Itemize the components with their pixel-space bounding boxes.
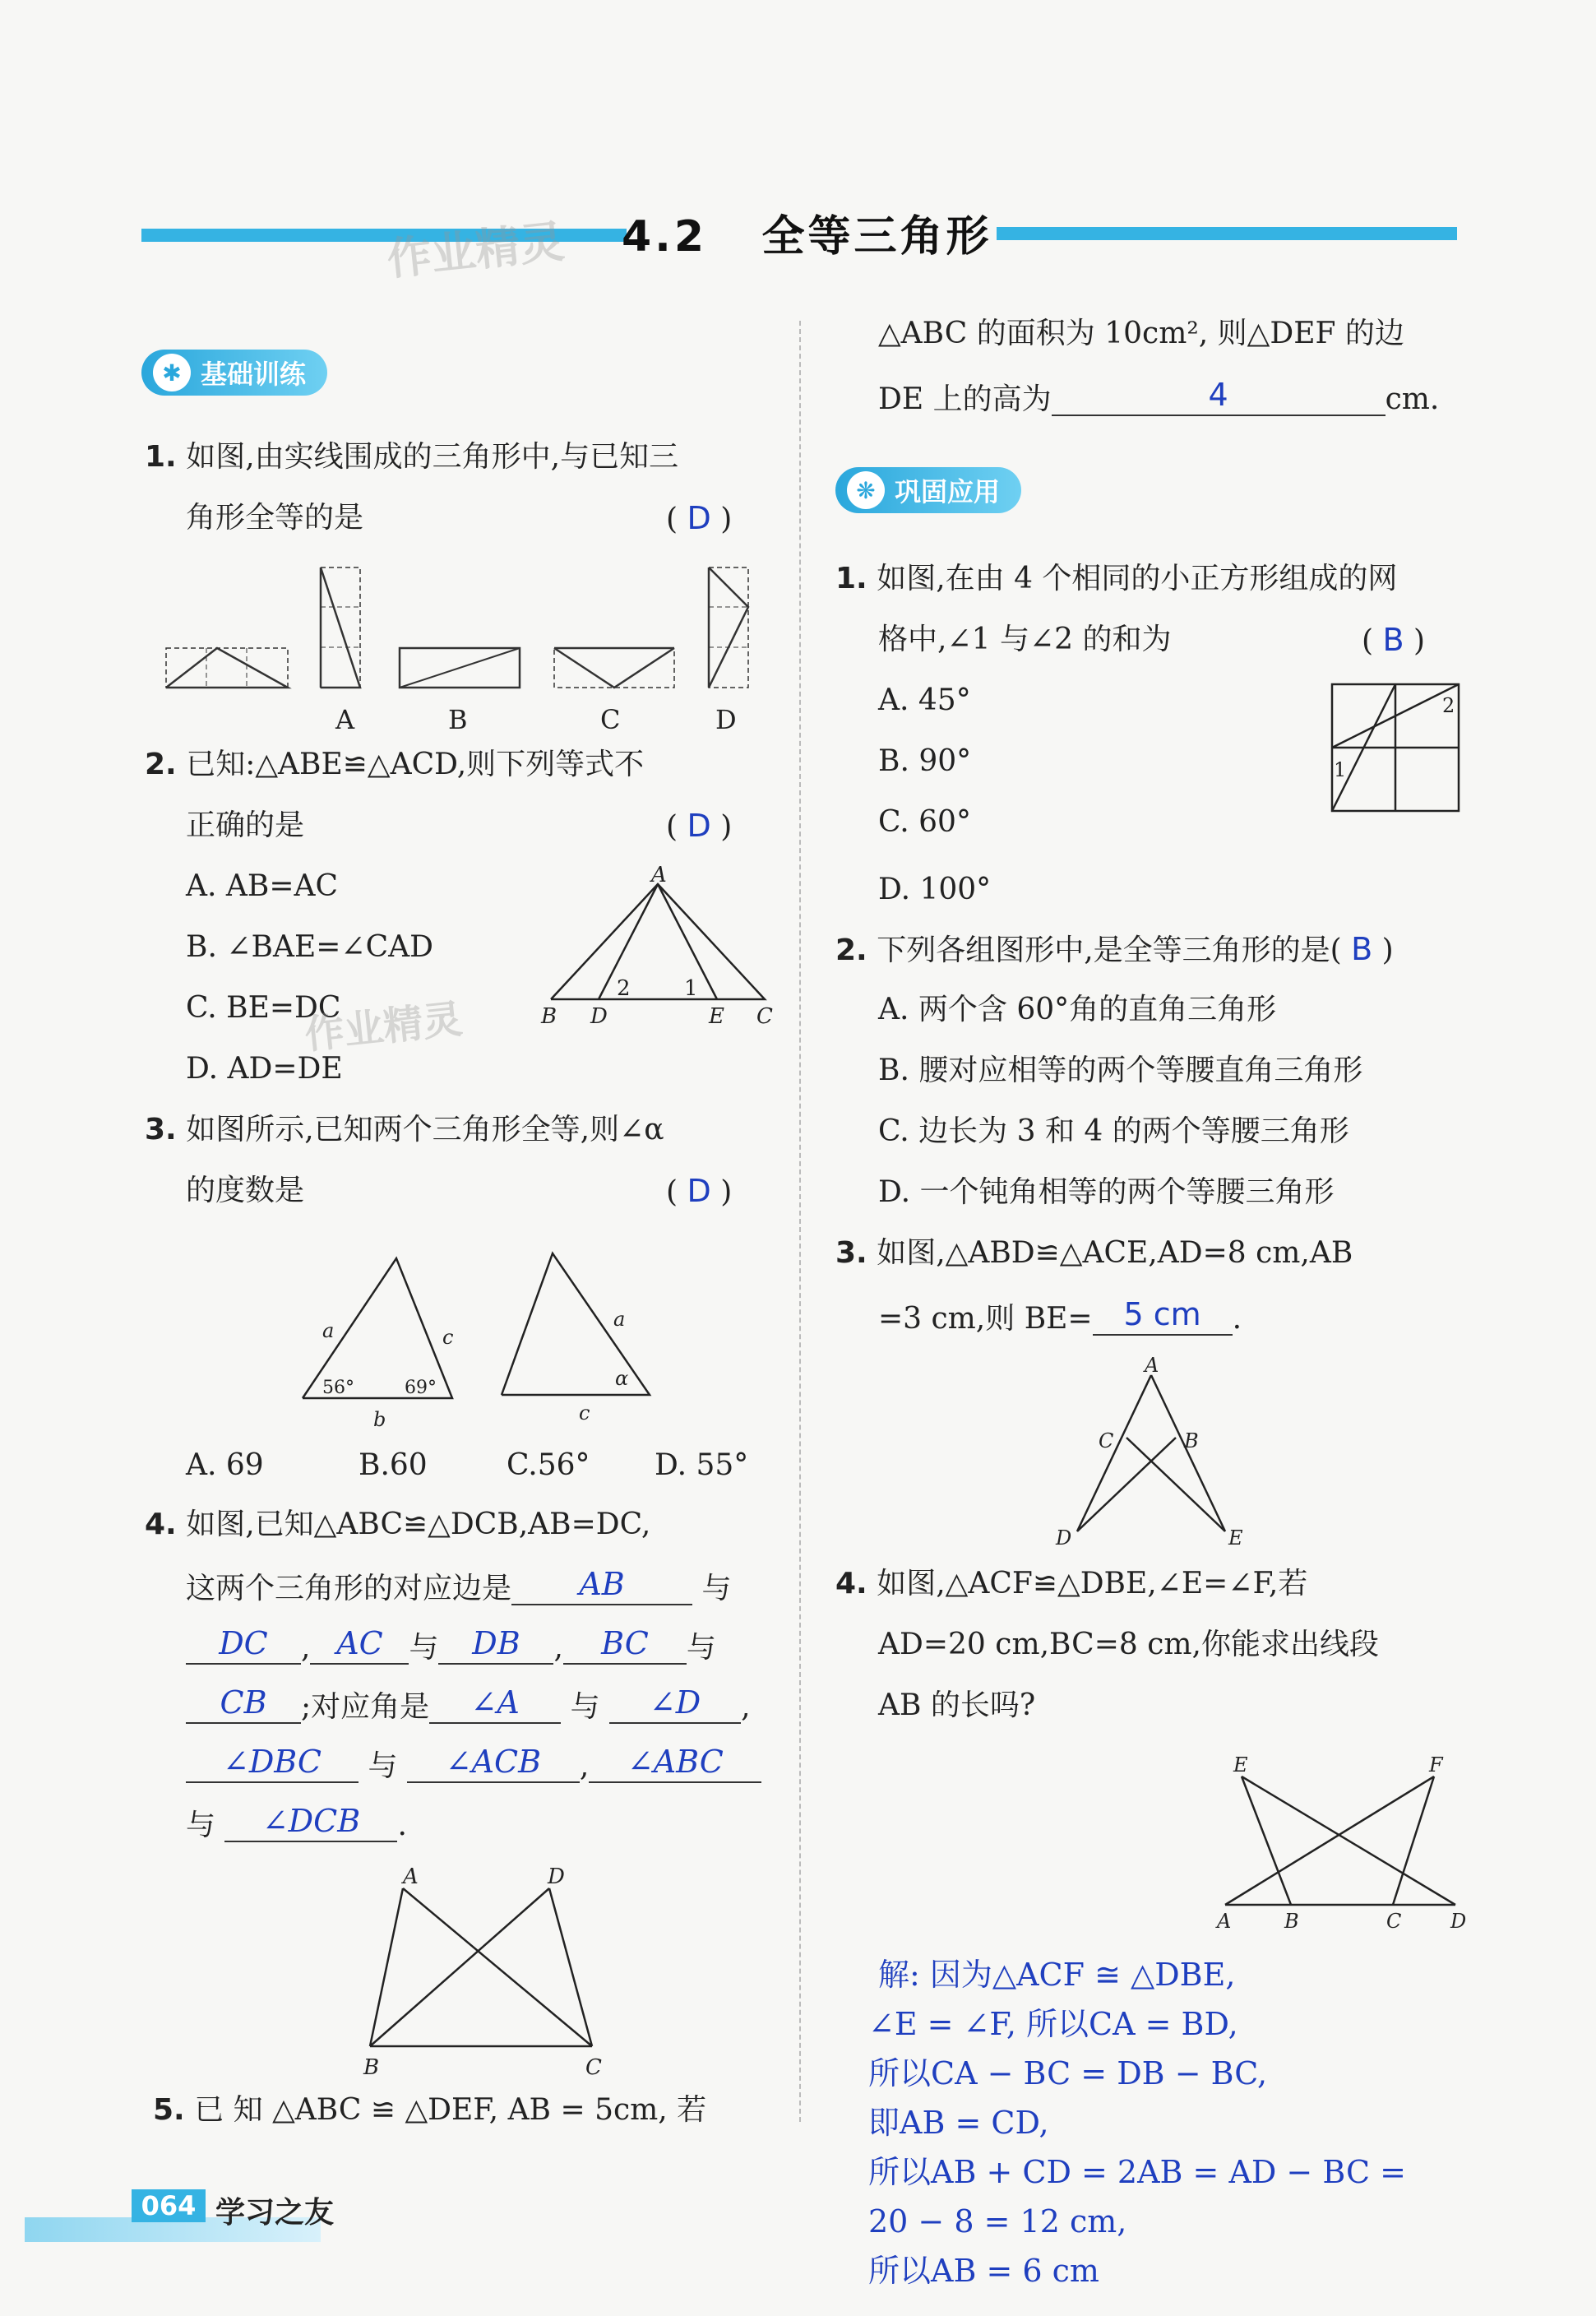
r-q1-text-2: 格中,∠1 与∠2 的和为: [878, 623, 1172, 656]
svg-text:c: c: [579, 1401, 590, 1424]
q4-line-6: 与 ∠DCB .: [186, 1803, 407, 1842]
svg-text:B: B: [363, 2055, 380, 2080]
q1-label-d: D: [715, 704, 737, 735]
svg-text:D: D: [1056, 1526, 1072, 1549]
q2-text: 2. 已知:△ABE≌△ACD,则下列等式不: [145, 748, 645, 781]
r-q1-text: 1. 如图,在由 4 个相同的小正方形组成的网: [835, 562, 1398, 595]
r-q1-option-c: C. 60°: [878, 805, 971, 839]
page-number: 064: [132, 2189, 206, 2222]
watermark-2: 作业精灵: [303, 996, 465, 1058]
svg-text:D: D: [590, 1004, 608, 1028]
solution-line-1: 解: 因为△ACF ≅ △DBE,: [878, 1957, 1236, 1993]
q3-answer-bracket: ( D ): [666, 1173, 733, 1209]
r-q1-grid-figure: [1324, 679, 1464, 819]
svg-text:69°: 69°: [405, 1378, 437, 1398]
svg-text:B: B: [1184, 1429, 1199, 1452]
r-q1-answer-bracket: ( B ): [1362, 622, 1426, 658]
r-q4-text-2: AD=20 cm,BC=8 cm,你能求出线段: [878, 1628, 1379, 1661]
pattern-icon: ❋: [847, 471, 885, 509]
q4-line-3: DC , AC 与 DB , BC 与: [186, 1627, 716, 1665]
q3-text-2: 的度数是: [186, 1174, 305, 1207]
r-q2-text: 2. 下列各组图形中,是全等三角形的是( B ): [835, 931, 1394, 967]
q2-answer-bracket: ( D ): [666, 808, 733, 844]
q1-label-c: C: [600, 704, 621, 735]
svg-text:E: E: [709, 1004, 724, 1028]
r-q1-option-d: D. 100°: [878, 873, 992, 906]
svg-text:1: 1: [684, 976, 698, 1001]
q4-line-2: 这两个三角形的对应边是 AB 与: [186, 1566, 732, 1605]
r-q4-text: 4. 如图,△ACF≌△DBE,∠E=∠F,若: [835, 1567, 1308, 1600]
r-q3-figure: [1044, 1354, 1258, 1551]
svg-text:2: 2: [1442, 694, 1455, 717]
q3-text: 3. 如图所示,已知两个三角形全等,则∠α: [145, 1113, 664, 1146]
q1-answer-bracket: ( D ): [666, 500, 733, 536]
svg-text:B: B: [1284, 1910, 1299, 1933]
r-q2-option-d: D. 一个钝角相等的两个等腰三角形: [878, 1175, 1335, 1209]
svg-text:C: C: [1386, 1910, 1402, 1933]
solution-line-3: 所以CA − BC = DB − BC,: [868, 2055, 1268, 2091]
r-q1-option-b: B. 90°: [878, 744, 972, 778]
consolidate-badge: ❋ 巩固应用: [835, 467, 1021, 513]
q4-line-4: CB ;对应角是 ∠A 与 ∠D ,: [186, 1686, 751, 1724]
svg-text:D: D: [1450, 1910, 1467, 1933]
q2-option-d: D. AD=DE: [186, 1052, 343, 1086]
column-divider: [799, 321, 801, 2122]
q1-label-a: A: [335, 704, 355, 735]
svg-text:A: A: [1145, 1354, 1159, 1377]
svg-text:2: 2: [617, 976, 631, 1001]
r-q2-option-c: C. 边长为 3 和 4 的两个等腰三角形: [878, 1114, 1349, 1148]
star-icon: ✱: [153, 354, 191, 391]
r-q2-option-b: B. 腰对应相等的两个等腰直角三角形: [878, 1054, 1363, 1087]
svg-text:a: a: [613, 1308, 626, 1331]
svg-text:1: 1: [1334, 758, 1347, 781]
r-q4-figure: [1209, 1744, 1472, 1933]
svg-text:56°: 56°: [322, 1378, 354, 1398]
svg-text:A: A: [1217, 1910, 1232, 1933]
section-title: 4.2 全等三角形: [622, 212, 992, 262]
r-q3-text: 3. 如图,△ABD≌△ACE,AD=8 cm,AB: [835, 1236, 1353, 1270]
q3-options: A. 69 B.60 C.56° D. 55°: [186, 1448, 749, 1482]
q1-label-b: B: [448, 704, 468, 735]
q4-text: 4. 如图,已知△ABC≌△DCB,AB=DC,: [145, 1508, 651, 1541]
svg-text:A: A: [651, 864, 667, 887]
q2-text-2: 正确的是: [186, 808, 305, 842]
r-q1-option-a: A. 45°: [878, 683, 971, 717]
solution-line-6: 20 − 8 = 12 cm,: [868, 2203, 1127, 2240]
q5-text: 5. 已 知 △ABC ≌ △DEF, AB = 5cm, 若: [153, 2093, 707, 2127]
svg-text:E: E: [1233, 1753, 1248, 1776]
basic-training-badge: ✱ 基础训练: [141, 350, 327, 396]
q1-text-2: 角形全等的是: [186, 501, 364, 535]
brand-name: 学习之友: [215, 2195, 335, 2230]
svg-text:C: C: [756, 1004, 773, 1028]
svg-text:C: C: [585, 2055, 602, 2080]
q1-text: 1. 如图,由实线围成的三角形中,与已知三: [145, 440, 679, 474]
svg-text:α: α: [615, 1367, 629, 1390]
solution-line-5: 所以AB + CD = 2AB = AD − BC =: [868, 2154, 1406, 2190]
svg-text:E: E: [1228, 1526, 1243, 1549]
q4-figure: [345, 1859, 625, 2081]
title-bar-right: [997, 227, 1457, 240]
q2-option-a: A. AB=AC: [186, 869, 339, 903]
watermark: 作业精灵: [384, 215, 567, 286]
q1-figures: [156, 559, 765, 740]
solution-line-2: ∠E = ∠F, 所以CA = BD,: [868, 2006, 1238, 2042]
r-q4-text-3: AB 的长吗?: [878, 1688, 1036, 1722]
q5-text-cont-2: DE 上的高为 4 cm.: [878, 377, 1440, 416]
svg-text:c: c: [442, 1326, 454, 1349]
q5-text-cont: △ABC 的面积为 10cm², 则△DEF 的边: [878, 317, 1404, 350]
q3-figure: [288, 1234, 715, 1439]
q2-option-c: C. BE=DC: [186, 991, 341, 1025]
svg-text:B: B: [541, 1004, 557, 1028]
r-q2-option-a: A. 两个含 60°角的直角三角形: [878, 993, 1277, 1026]
svg-text:F: F: [1429, 1753, 1443, 1776]
svg-text:C: C: [1099, 1429, 1114, 1452]
solution-line-4: 即AB = CD,: [868, 2105, 1049, 2141]
svg-text:a: a: [322, 1319, 335, 1342]
q4-line-5: ∠DBC 与 ∠ACB , ∠ABC: [186, 1745, 761, 1783]
q2-figure: [534, 864, 781, 1028]
svg-text:D: D: [548, 1864, 565, 1889]
svg-text:b: b: [373, 1408, 386, 1431]
r-q3-text-2: =3 cm,则 BE= 5 cm .: [878, 1296, 1242, 1336]
solution-line-7: 所以AB = 6 cm: [868, 2253, 1099, 2289]
svg-text:A: A: [403, 1864, 419, 1889]
q2-option-b: B. ∠BAE=∠CAD: [186, 930, 433, 964]
